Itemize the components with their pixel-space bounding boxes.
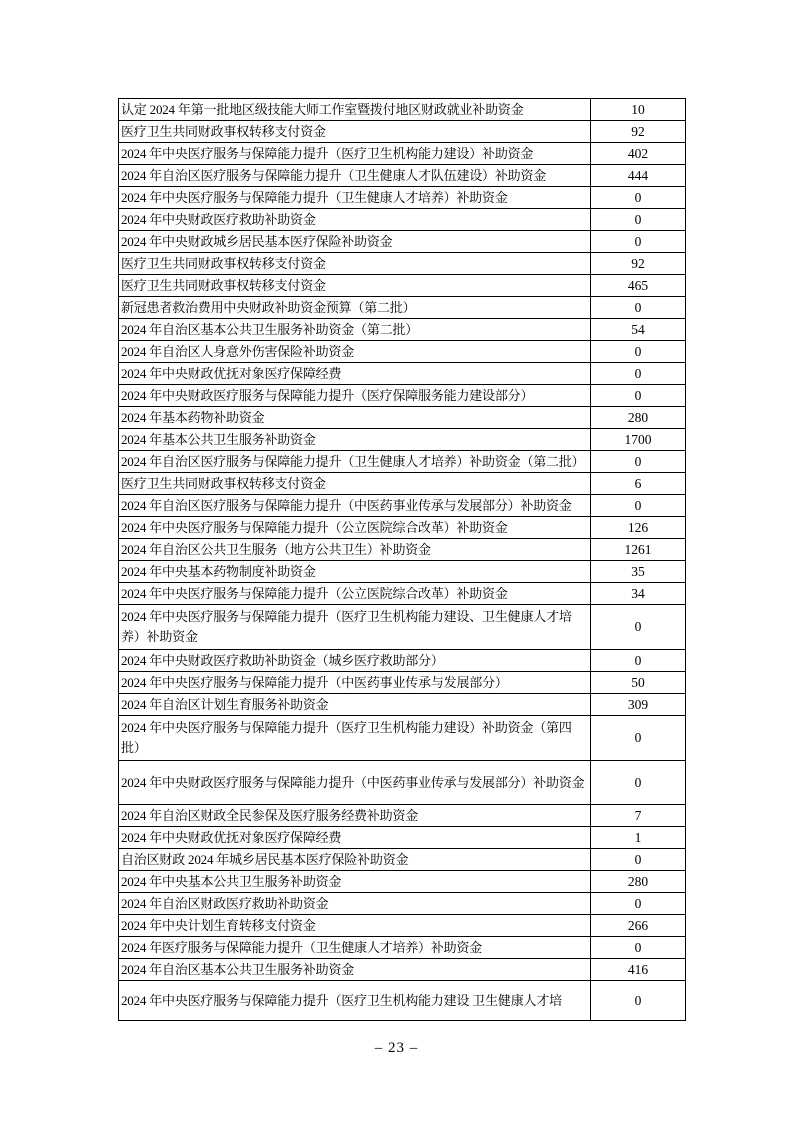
row-value: 309: [591, 694, 686, 716]
table-row: [119, 561, 686, 583]
row-value: 126: [591, 517, 686, 539]
row-label: 2024 年中央医疗服务与保障能力提升（医疗卫生机构能力建设）补助资金: [119, 143, 591, 165]
row-label: 2024 年自治区医疗服务与保障能力提升（卫生健康人才培养）补助资金（第二批）: [119, 451, 591, 473]
table-row: [119, 451, 686, 473]
row-value: 0: [591, 495, 686, 517]
row-value: 0: [591, 231, 686, 253]
table-row: [119, 253, 686, 275]
row-label: 医疗卫生共同财政事权转移支付资金: [119, 121, 591, 143]
table-row: [119, 761, 686, 805]
row-label: 2024 年中央计划生育转移支付资金: [119, 915, 591, 937]
table-row: [119, 716, 686, 761]
row-label: 2024 年自治区基本公共卫生服务补助资金（第二批）: [119, 319, 591, 341]
row-value: 92: [591, 121, 686, 143]
table-row: [119, 143, 686, 165]
row-label: 2024 年中央医疗服务与保障能力提升（医疗卫生机构能力建设、卫生健康人才培养）补助资金: [119, 605, 591, 650]
row-value: 0: [591, 937, 686, 959]
row-value: 7: [591, 805, 686, 827]
table-row: [119, 539, 686, 561]
row-label: 2024 年中央财政医疗服务与保障能力提升（中医药事业传承与发展部分）补助资金: [119, 761, 591, 805]
row-value: 1: [591, 827, 686, 849]
row-value: 280: [591, 871, 686, 893]
table-row: [119, 341, 686, 363]
row-value: 0: [591, 981, 686, 1021]
row-label: 2024 年自治区人身意外伤害保险补助资金: [119, 341, 591, 363]
row-label: 2024 年中央医疗服务与保障能力提升（公立医院综合改革）补助资金: [119, 583, 591, 605]
table-row: [119, 805, 686, 827]
row-label: 2024 年自治区公共卫生服务（地方公共卫生）补助资金: [119, 539, 591, 561]
row-value: 54: [591, 319, 686, 341]
row-label: 2024 年自治区财政全民参保及医疗服务经费补助资金: [119, 805, 591, 827]
table-row: [119, 495, 686, 517]
table-row: [119, 849, 686, 871]
row-label: 2024 年中央基本公共卫生服务补助资金: [119, 871, 591, 893]
row-label: 2024 年中央基本药物制度补助资金: [119, 561, 591, 583]
row-label: 认定 2024 年第一批地区级技能大师工作室暨拨付地区财政就业补助资金: [119, 99, 591, 121]
row-value: 34: [591, 583, 686, 605]
page-number: – 23 –: [374, 1040, 419, 1056]
table-row: [119, 672, 686, 694]
row-value: 0: [591, 341, 686, 363]
row-label: 2024 年中央医疗服务与保障能力提升（医疗卫生机构能力建设）补助资金（第四批）: [119, 716, 591, 761]
row-value: 444: [591, 165, 686, 187]
row-label: 2024 年中央财政城乡居民基本医疗保险补助资金: [119, 231, 591, 253]
row-value: 280: [591, 407, 686, 429]
row-label: 医疗卫生共同财政事权转移支付资金: [119, 275, 591, 297]
row-value: 402: [591, 143, 686, 165]
table-row: [119, 385, 686, 407]
row-value: 6: [591, 473, 686, 495]
row-value: 465: [591, 275, 686, 297]
table-row: [119, 187, 686, 209]
row-value: 0: [591, 363, 686, 385]
row-value: 35: [591, 561, 686, 583]
table-row: [119, 915, 686, 937]
row-value: 0: [591, 385, 686, 407]
table-row: [119, 694, 686, 716]
row-label: 2024 年自治区财政医疗救助补助资金: [119, 893, 591, 915]
table-row: [119, 99, 686, 121]
budget-table: [118, 98, 686, 1021]
row-value: 0: [591, 451, 686, 473]
table-row: [119, 429, 686, 451]
row-label: 2024 年医疗服务与保障能力提升（卫生健康人才培养）补助资金: [119, 937, 591, 959]
row-value: 92: [591, 253, 686, 275]
table-row: [119, 209, 686, 231]
table-row: [119, 231, 686, 253]
table-row: [119, 363, 686, 385]
row-label: 新冠患者救治费用中央财政补助资金预算（第二批）: [119, 297, 591, 319]
table-row: [119, 517, 686, 539]
row-label: 2024 年中央医疗服务与保障能力提升（中医药事业传承与发展部分）: [119, 672, 591, 694]
row-label: 2024 年中央财政医疗救助补助资金（城乡医疗救助部分）: [119, 650, 591, 672]
row-label: 2024 年自治区计划生育服务补助资金: [119, 694, 591, 716]
table-row: [119, 407, 686, 429]
row-value: 0: [591, 209, 686, 231]
table-row: [119, 297, 686, 319]
table-row: [119, 121, 686, 143]
row-label: 2024 年中央财政优抚对象医疗保障经费: [119, 363, 591, 385]
table-row: [119, 937, 686, 959]
row-label: 2024 年自治区医疗服务与保障能力提升（中医药事业传承与发展部分）补助资金: [119, 495, 591, 517]
table-row: [119, 981, 686, 1021]
row-label: 自治区财政 2024 年城乡居民基本医疗保险补助资金: [119, 849, 591, 871]
table-row: [119, 583, 686, 605]
table-row: [119, 827, 686, 849]
row-label: 2024 年基本药物补助资金: [119, 407, 591, 429]
row-value: 0: [591, 893, 686, 915]
row-value: 266: [591, 915, 686, 937]
row-value: 0: [591, 849, 686, 871]
row-value: 0: [591, 187, 686, 209]
row-label: 2024 年自治区医疗服务与保障能力提升（卫生健康人才队伍建设）补助资金: [119, 165, 591, 187]
table-row: [119, 165, 686, 187]
row-label: 2024 年中央财政医疗救助补助资金: [119, 209, 591, 231]
row-label: 医疗卫生共同财政事权转移支付资金: [119, 253, 591, 275]
row-value: 0: [591, 716, 686, 761]
table-row: [119, 319, 686, 341]
row-value: 0: [591, 297, 686, 319]
row-value: 416: [591, 959, 686, 981]
row-label: 2024 年中央医疗服务与保障能力提升（医疗卫生机构能力建设 卫生健康人才培: [119, 981, 591, 1021]
row-label: 2024 年自治区基本公共卫生服务补助资金: [119, 959, 591, 981]
table-row: [119, 871, 686, 893]
table-row: [119, 650, 686, 672]
budget-table-body: [119, 99, 686, 1021]
row-value: 10: [591, 99, 686, 121]
row-value: 0: [591, 650, 686, 672]
row-label: 医疗卫生共同财政事权转移支付资金: [119, 473, 591, 495]
table-row: [119, 893, 686, 915]
table-row: [119, 605, 686, 650]
row-value: 1700: [591, 429, 686, 451]
row-label: 2024 年中央财政优抚对象医疗保障经费: [119, 827, 591, 849]
table-row: [119, 959, 686, 981]
row-value: 0: [591, 605, 686, 650]
row-label: 2024 年中央医疗服务与保障能力提升（公立医院综合改革）补助资金: [119, 517, 591, 539]
table-row: [119, 275, 686, 297]
row-value: 50: [591, 672, 686, 694]
row-value: 1261: [591, 539, 686, 561]
table-row: [119, 473, 686, 495]
row-value: 0: [591, 761, 686, 805]
row-label: 2024 年中央财政医疗服务与保障能力提升（医疗保障服务能力建设部分）: [119, 385, 591, 407]
row-label: 2024 年基本公共卫生服务补助资金: [119, 429, 591, 451]
row-label: 2024 年中央医疗服务与保障能力提升（卫生健康人才培养）补助资金: [119, 187, 591, 209]
